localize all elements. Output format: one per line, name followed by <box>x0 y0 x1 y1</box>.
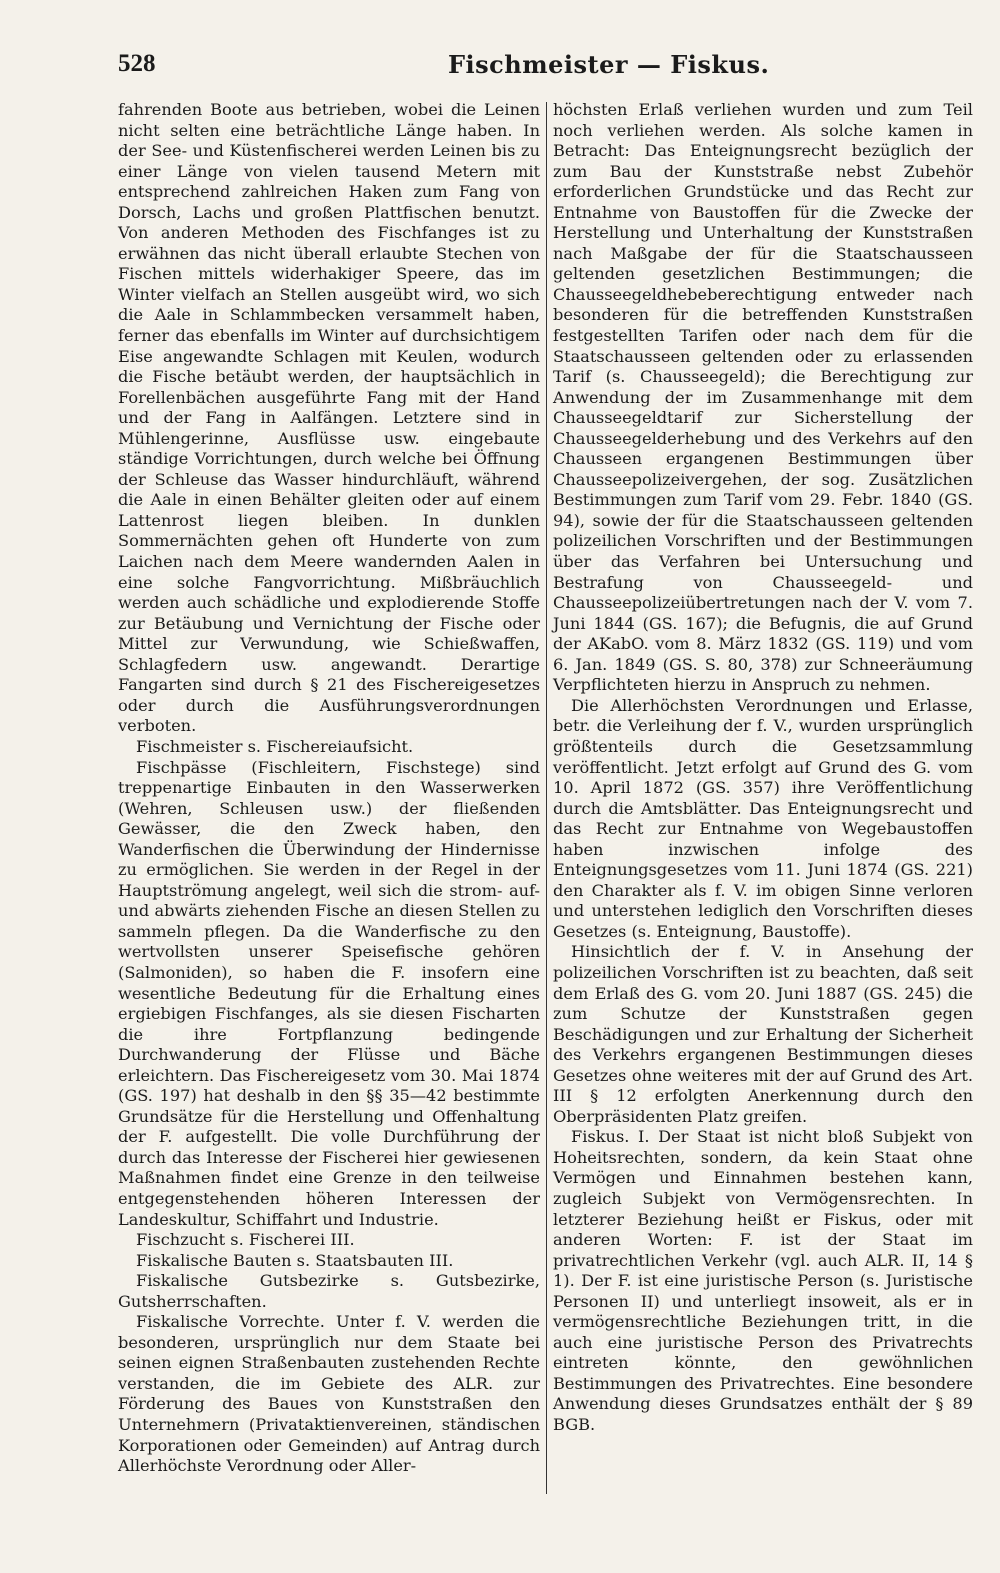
page-number: 528 <box>118 50 156 77</box>
paragraph-verordnungen: Die Allerhöchsten Verordnungen und Erlasse, betr. die Verleihung der f. V., wurden ursprünglich größtenteils durch die Gesetzsammlung veröffentlicht. Jetzt erfolgt auf Grund des G. vom 10. April 1872 (GS. 357) ihre Veröffentlichung durch die Amtsblätter. Das Enteignungsrecht und das Recht zur Entnahme von Wegebaustoffen haben inzwischen infolge des Enteignungsgesetzes vom 11. Juni 1874 (GS. 221) den Charakter als f. V. im obigen Sinne verloren und unterstehen lediglich den Vorschriften dieses Gesetzes (s. Enteignung, Baustoffe). <box>553 695 973 941</box>
paragraph-polizeiliche-vorschriften: Hinsichtlich der f. V. in Ansehung der polizeilichen Vorschriften ist zu beachten, daß seit dem Erlaß des G. vom 20. Juni 1887 (GS. 245) die zum Schutze der Kunststraßen gegen Beschädigungen und zur Erhaltung der Sicherheit des Verkehrs ergangenen Bestimmungen dieses Gesetzes ohne weiteres mit der auf Grund des Art. III § 12 erfolgten Anerkennung durch den Oberpräsidenten Platz greifen. <box>553 942 973 1126</box>
entry-fiskus: Fiskus. I. Der Staat ist nicht bloß Subjekt von Hoheitsrechten, sondern, da kein Staat ohne Vermögen und Einnahmen bestehen kann, zugleich Subjekt von Vermögensrechten. In letzterer Beziehung heißt er Fiskus, oder mit anderen Worten: F. ist der Staat im privatrechtlichen Verkehr (vgl. auch ALR. II, 14 § 1). Der F. ist eine juristische Person (s. Juristische Personen II) und unterliegt insoweit, als er in vermögensrechtliche Beziehungen tritt, in die auch eine juristische Person des Privatrechts eintreten könnte, den gewöhnlichen Bestimmungen des Privatrechtes. Eine besondere Anwendung dieses Grundsatzes enthält der § 89 BGB. <box>553 1127 973 1434</box>
running-title: Fischmeister — Fiskus. <box>448 50 770 79</box>
entry-fiskalische-bauten: Fiskalische Bauten s. Staatsbauten III. <box>136 1250 454 1270</box>
entry-fischpaesse: Fischpässe (Fischleitern, Fischstege) sind treppenartige Einbauten in den Wasserwerken (Wehren, Schleusen usw.) der fließenden Gewässer, die den Zweck haben, den Wanderfischen die Überwindung der Hindernisse zu ermöglichen. Sie werden in der Regel in der Hauptströmung angelegt, weil sich die strom- auf- und abwärts ziehenden Fische an diesen Stellen zu sammeln pflegen. Da die Wanderfische zu den wertvollsten unserer Speisefische gehören (Salmoniden), so haben die F. insofern eine wesentliche Bedeutung für die Erhaltung eines ergiebigen Fischfanges, als sie diesen Fischarten die ihre Fortpflanzung bedingende Durchwanderung der Flüsse und Bäche erleichtern. Das Fischereigesetz vom 30. Mai 1874 (GS. 197) hat deshalb in den §§ 35—42 bestimmte Grundsätze für die Herstellung und Offenhaltung der F. aufgestellt. Die volle Durchführung der durch das Interesse der Fischerei hier gewiesenen Maßnahmen findet eine Grenze in den teilweise entgegenstehenden höheren Interessen der Landeskultur, Schiffahrt und Industrie. <box>118 757 540 1229</box>
page-header <box>118 50 950 84</box>
entry-fischzucht: Fischzucht s. Fischerei III. <box>136 1230 355 1250</box>
right-column <box>553 100 973 1436</box>
entry-fiskalische-gutsbezirke: Fiskalische Gutsbezirke s. Gutsbezirke, Gutsherrschaften. <box>118 1271 540 1311</box>
paragraph-vorrechte-continued: höchsten Erlaß verliehen wurden und zum Teil noch verliehen werden. Als solche kamen in Betracht: Das Enteignungsrecht bezüglich der zum Bau der Kunststraße nebst Zubehör erforderlichen Grundstücke und das Recht zur Entnahme von Baustoffen für die Zwecke der Herstellung und Unterhaltung der Kunststraßen nach Maßgabe der für die Staatschausseen geltenden gesetzlichen Bestimmungen; die Chausseegeldhebeberechtigung entweder nach besonderen für die betreffenden Kunststraßen festgestellten Tarifen oder nach dem für die Staatschausseen geltenden oder zu erlassenden Tarif (s. Chausseegeld); die Berechtigung zur Anwendung der im Zusammenhange mit dem Chausseegeldtarif zur Sicherstellung der Chausseegelderhebung und des Verkehrs auf den Chausseen ergangenen Bestimmungen über Chausseepolizeivergehen, der sog. Zusätzlichen Bestimmungen zum Tarif vom 29. Febr. 1840 (GS. 94), sowie der für die Staatschausseen geltenden polizeilichen Vorschriften und der Bestimmungen über das Verfahren bei Untersuchung und Bestrafung von Chausseegeld- und Chausseepolizeiübertretungen nach der V. vom 7. Juni 1844 (GS. 167); die Befugnis, die auf Grund der AKabO. vom 8. März 1832 (GS. 119) und vom 6. Jan. 1849 (GS. S. 80, 378) zur Schneeräumung Verpflichteten hierzu in Anspruch zu nehmen. <box>553 100 973 695</box>
column-divider <box>546 102 547 1494</box>
entry-fischmeister: Fischmeister s. Fischereiaufsicht. <box>136 736 414 756</box>
paragraph-fishing-methods: fahrenden Boote aus betrieben, wobei die Leinen nicht selten eine beträchtliche Länge haben. In der See- und Küstenfischerei werden Leinen bis zu einer Länge von vielen tausend Metern mit entsprechend zahlreichen Haken zum Fang von Dorsch, Lachs und großen Plattfischen benutzt. Von anderen Methoden des Fischfanges ist zu erwähnen das nicht überall erlaubte Stechen von Fischen mittels widerhakiger Speere, das im Winter vielfach an Stellen ausgeübt wird, wo sich die Aale in Schlammbecken versammelt haben, ferner das ebenfalls im Winter auf durchsichtigem Eise angewandte Schlagen mit Keulen, wodurch die Fische betäubt werden, der hauptsächlich in Forellenbächen ausgeführte Fang mit der Hand und der Fang in Aalfängen. Letztere sind in Mühlengerinne, Ausflüsse usw. eingebaute ständige Vorrichtungen, durch welche bei Öffnung der Schleuse das Wasser hindurchläuft, während die Aale in einen Behälter gleiten oder auf einem Lattenrost liegen bleiben. In dunklen Sommernächten gehen oft Hunderte von zum Laichen nach dem Meere wandernden Aalen in eine solche Fangvorrichtung. Mißbräuchlich werden auch schädliche und explodierende Stoffe zur Betäubung und Vernichtung der Fische oder Mittel zur Verwundung, wie Schießwaffen, Schlagfedern usw. angewandt. Derartige Fangarten sind durch § 21 des Fischereigesetzes oder durch die Ausführungsverordnungen verboten. <box>118 100 540 736</box>
entry-fiskalische-vorrechte: Fiskalische Vorrechte. Unter f. V. werden die besonderen, ursprünglich nur dem Staate bei seinen eignen Straßenbauten zustehenden Rechte verstanden, die im Gebiete des ALR. zur Förderung des Baues von Kunststraßen den Unternehmern (Privataktienvereinen, ständischen Korporationen oder Gemeinden) auf Antrag durch Allerhöchste Verordnung oder Aller- <box>118 1312 540 1476</box>
left-column <box>118 100 540 1477</box>
